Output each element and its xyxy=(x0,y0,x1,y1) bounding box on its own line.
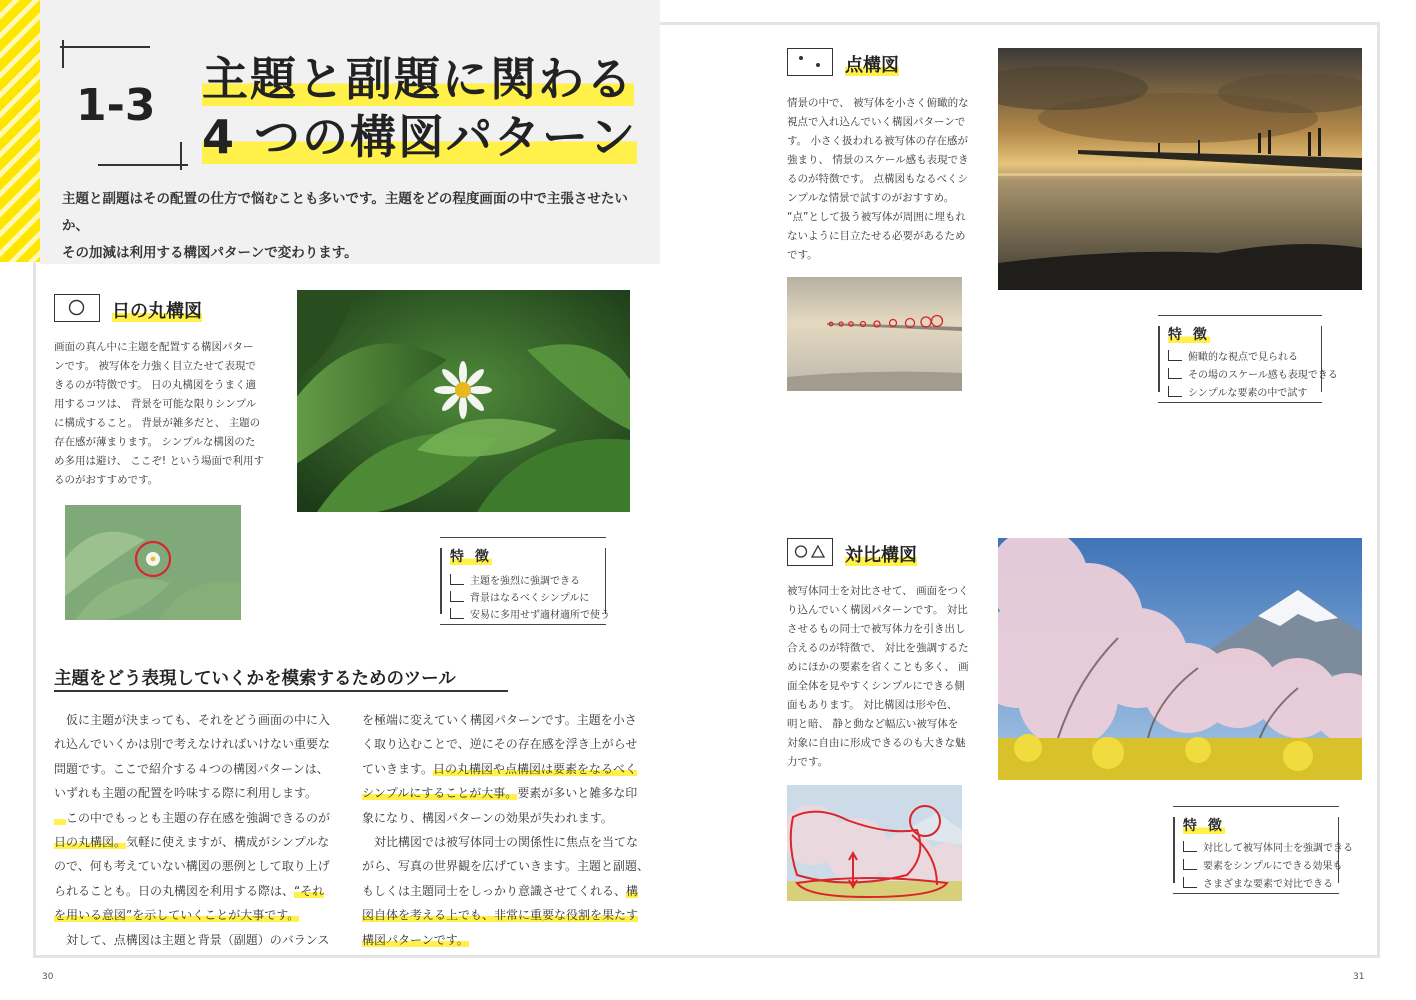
text-line: 対象に自由に形成できるのも大きな魅 xyxy=(787,737,966,749)
check-icon xyxy=(1183,877,1197,888)
cherry-fuji-photo xyxy=(998,538,1362,780)
taihi-features-title: 特 徴 xyxy=(1183,818,1225,834)
text-segment: 気軽に使えますが、構成がシンプルな xyxy=(126,835,330,850)
check-icon xyxy=(450,574,464,585)
title-line-2-text: 4 つの構図パターン xyxy=(202,110,638,164)
hinomaru-features-title: 特 徴 xyxy=(450,549,492,565)
bracket-right-tick xyxy=(180,142,182,170)
text-line: めにほかの要素を省くことも多く、 画 xyxy=(787,661,969,673)
text-line xyxy=(362,879,652,903)
text-segment: ので、何も考えていない構図の悪例として取り上げ xyxy=(54,859,330,874)
text-segment: 対比構図では被写体同士の関係性に焦点を当てな xyxy=(362,835,639,850)
check-icon xyxy=(450,591,464,602)
text-line: 視点で入れ込んでいく構図パターンで xyxy=(787,116,966,128)
bracket-top-line xyxy=(60,46,150,48)
text-segment: ていきます。 xyxy=(362,761,434,776)
taihi-heading: 対比構図 xyxy=(845,545,917,566)
text-line xyxy=(362,928,652,952)
feature-item: シンプルな要素の中で試す xyxy=(1168,384,1307,399)
text-segment: いずれも主題の配置を吟味する際に利用します。 xyxy=(54,786,318,801)
title-line-1-text: 主題と副題に関わる xyxy=(202,52,634,106)
feature-item: 背景はなるべくシンプルに xyxy=(450,589,589,604)
text-line: ンです。 被写体を力強く目立たせて表現で xyxy=(54,360,256,372)
tool-heading-underline xyxy=(54,690,508,692)
circle-triangle-icon xyxy=(788,539,831,564)
text-segment: を極端に変えていく構図パターンです。主題を小さ xyxy=(362,713,637,727)
title-line-1 xyxy=(202,50,634,108)
text-line xyxy=(54,830,344,854)
text-line xyxy=(54,781,344,805)
text-line: るのがおすすめです。 xyxy=(54,474,159,486)
text-line: 面もあります。 対比構図は形や色、 xyxy=(787,699,958,711)
text-line xyxy=(362,708,652,732)
text-line: す。 小さく扱われる被写体の存在感が xyxy=(787,135,968,147)
ten-icon-box xyxy=(787,48,833,76)
text-line: 面全体を見やすくシンプルにできる側 xyxy=(787,680,965,692)
highlighted-text: “それ xyxy=(294,883,325,898)
text-line xyxy=(362,781,652,805)
text-line xyxy=(362,903,652,927)
title-line-2 xyxy=(202,108,637,166)
check-icon xyxy=(1168,386,1182,397)
text-line: 強まり、 情景のスケール感も表現でき xyxy=(787,154,969,166)
text-line: ンプルな情景で試すのがおすすめ。 xyxy=(787,192,955,204)
text-line xyxy=(54,879,344,903)
highlighted-text: 構図パターンです。 xyxy=(362,932,469,947)
page-number-right: 31 xyxy=(1353,972,1365,982)
check-icon xyxy=(1168,368,1182,379)
text-line xyxy=(54,928,344,952)
text-line: 被写体同士を対比させて、 画面をつく xyxy=(787,585,969,597)
check-icon xyxy=(1168,350,1182,361)
highlighted-text xyxy=(54,811,66,825)
hinomaru-heading: 日の丸構図 xyxy=(112,301,202,322)
taihi-features-box xyxy=(1173,806,1353,894)
feature-item: 要素をシンプルにできる効果も xyxy=(1183,857,1342,872)
text-segment: く取り込むことで、逆にその存在感を浮き上がらせ xyxy=(362,737,638,752)
ten-heading: 点構図 xyxy=(845,55,899,76)
check-icon xyxy=(450,608,464,619)
text-segment: 対して、点構図は主題と背景（副題）のバランス xyxy=(54,932,330,947)
body-column-1 xyxy=(54,708,344,952)
text-line xyxy=(54,757,344,781)
text-line: 情景の中で、 被写体を小さく俯瞰的な xyxy=(787,97,969,109)
highlighted-text: 日の丸構図や点構図は要素をなるべく xyxy=(433,761,638,776)
text-line: きるのが特徴です。 日の丸構図をうまく適 xyxy=(54,379,256,391)
text-segment: られることも。日の丸構図を利用する際は、 xyxy=(54,883,295,898)
text-line xyxy=(362,732,652,756)
bracket-left-tick xyxy=(62,40,64,68)
text-line: です。 xyxy=(787,249,818,261)
highlighted-text: シンプルにすることが大事。 xyxy=(362,786,518,801)
text-line: 画面の真ん中に主題を配置する構図パター xyxy=(54,341,254,353)
feature-item: さまざまな要素で対比できる xyxy=(1183,875,1333,890)
check-icon xyxy=(1183,859,1197,870)
text-segment: がら、写真の世界観を広げていきます。主題と副題、 xyxy=(362,859,650,874)
text-line: ないように目立たせる必要があるため xyxy=(787,230,966,242)
highlighted-text: 構 xyxy=(626,883,639,898)
text-segment: れ込んでいくかは別で考えなければいけない重要な xyxy=(54,737,331,752)
text-segment: 象になり、構図パターンの効果が失われます。 xyxy=(362,810,613,825)
check-icon xyxy=(1183,841,1197,852)
highlighted-text: を用いる意図”を示していくことが大事です。 xyxy=(54,908,300,923)
lead-paragraph xyxy=(62,186,652,267)
ten-description xyxy=(787,94,977,265)
text-segment: 仮に主題が決まっても、それをどう画面の中に入 xyxy=(54,713,331,727)
feature-item: 俯瞰的な視点で見られる xyxy=(1168,348,1298,363)
taihi-icon-box xyxy=(787,538,833,566)
cherry-thumbnail xyxy=(787,785,962,901)
feature-item: その場のスケール感も表現できる xyxy=(1168,366,1338,381)
bracket-bottom-line xyxy=(98,164,188,166)
yellow-stripe-band xyxy=(0,0,40,262)
text-line xyxy=(362,806,652,830)
tool-heading: 主題をどう表現していくかを模索するためのツール xyxy=(54,669,456,689)
text-line: り込んでいく構図パターンです。 対比 xyxy=(787,604,968,616)
text-segment: この中でもっとも主題の存在感を強調できるのが xyxy=(66,810,331,825)
text-line xyxy=(54,708,344,732)
feature-item: 対比して被写体同士を強調できる xyxy=(1183,839,1353,854)
text-line xyxy=(362,757,652,781)
text-line xyxy=(54,806,344,830)
highlighted-text: 日の丸構図。 xyxy=(54,835,127,850)
text-segment: 問題です。ここで紹介する４つの構図パターンは、 xyxy=(54,761,329,776)
text-line xyxy=(54,854,344,878)
daisy-thumbnail xyxy=(65,505,241,620)
text-line: るのが特徴です。 点構図もなるべくシ xyxy=(787,173,968,185)
two-dots-icon xyxy=(788,49,831,74)
text-line xyxy=(54,732,344,756)
text-line: 存在感が薄まります。 シンプルな構図のた xyxy=(54,436,256,448)
body-column-2 xyxy=(362,708,652,952)
text-line: 明と暗、 静と動など幅広い被写体を xyxy=(787,718,959,730)
text-segment: もしくは主題同士をしっかり意識させてくれる、 xyxy=(362,883,627,898)
text-line xyxy=(362,830,652,854)
text-line: に構成すること。 背景が雑多だと、 主題の xyxy=(54,417,261,429)
text-line: “点”として扱う被写体が周囲に埋もれ xyxy=(787,211,966,223)
ten-features-title: 特 徴 xyxy=(1168,327,1210,343)
hinomaru-icon-box xyxy=(54,294,100,322)
text-line: 用するコツは、 背景を可能な限りシンプル xyxy=(54,398,257,410)
text-line: 合えるのが特徴で、 対比を強調するた xyxy=(787,642,969,654)
pier-sunset-photo xyxy=(998,48,1362,290)
ten-features-box xyxy=(1158,315,1338,403)
feature-item: 主題を強烈に強調できる xyxy=(450,572,580,587)
lead-line-1: 主題と副題はその配置の仕方で悩むことも多いです。主題をどの程度画面の中で主張させたいか、 xyxy=(62,191,628,234)
hinomaru-features-box xyxy=(440,537,610,625)
pier-thumbnail xyxy=(787,277,962,391)
page-number-left: 30 xyxy=(42,972,54,982)
highlighted-text: 図自体を考える上でも、非常に重要な役割を果たす xyxy=(362,908,639,923)
lead-line-2: その加減は利用する構図パターンで変わります。 xyxy=(62,245,358,261)
text-line xyxy=(54,903,344,927)
taihi-description xyxy=(787,582,977,772)
text-line xyxy=(362,854,652,878)
text-line: め多用は避け、 ここぞ! という場面で利用す xyxy=(54,455,264,467)
chapter-number: 1-3 xyxy=(76,80,156,131)
daisy-photo xyxy=(297,290,630,512)
text-line: 力です。 xyxy=(787,756,829,768)
hinomaru-description xyxy=(54,338,264,490)
circle-icon xyxy=(55,295,98,320)
text-segment: 要素が多いと雑多な印 xyxy=(517,786,638,801)
feature-item: 安易に多用せず適材適所で使う xyxy=(450,606,610,621)
text-line: させるもの同士で被写体力を引き出し xyxy=(787,623,966,635)
